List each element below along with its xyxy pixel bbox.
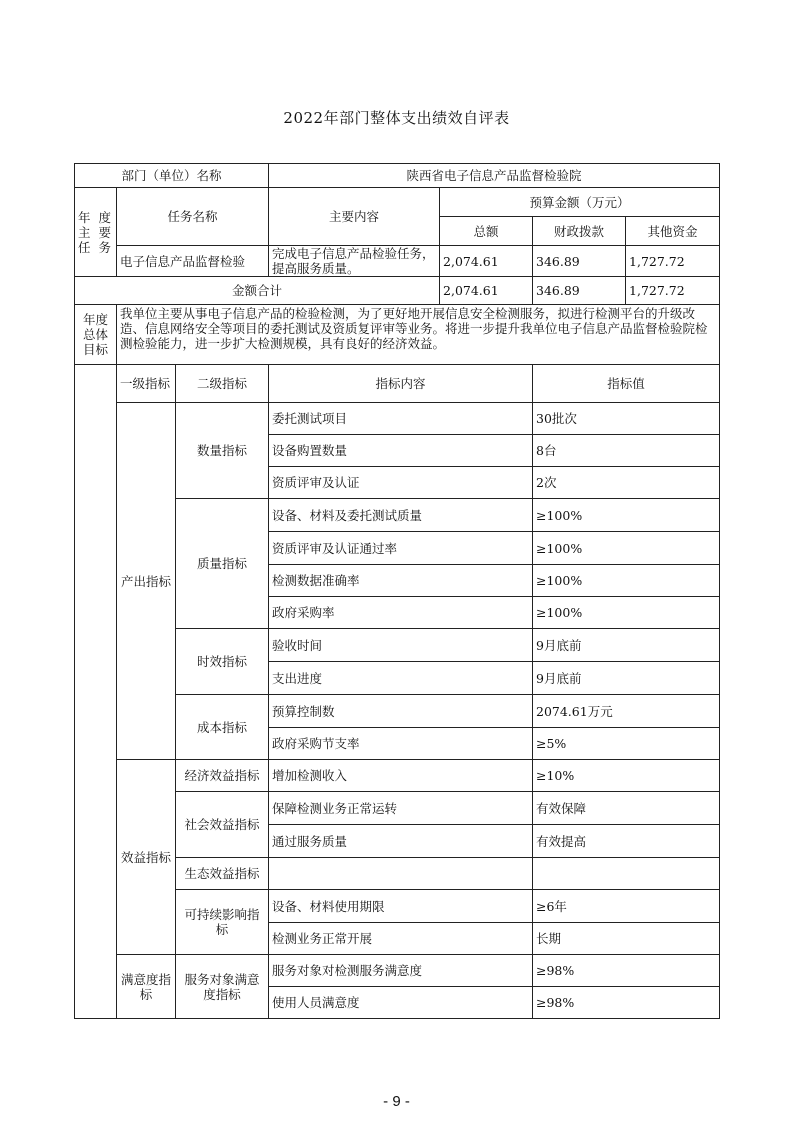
indicator-value: 2074.61万元 [533,695,720,728]
indicator-value: ≥100% [533,499,720,532]
performance-table [74,163,719,1016]
sum-other: 1,727.72 [626,277,720,305]
task-fiscal: 346.89 [533,246,626,277]
indicator-content: 保障检测业务正常运转 [269,792,533,825]
indicator-side-blank [75,365,117,1019]
indicator-content [269,858,533,890]
indicator-value: ≥100% [533,565,720,597]
indicator-content: 增加检测收入 [269,760,533,792]
sum-fiscal: 346.89 [533,277,626,305]
indicator-value: 8台 [533,435,720,467]
indicator-content: 检测数据准确率 [269,565,533,597]
indicator-value: ≥100% [533,532,720,565]
task-name: 电子信息产品监督检验 [117,246,269,277]
indicator-content: 使用人员满意度 [269,987,533,1019]
indicator-value: ≥100% [533,597,720,629]
task-header-row [75,188,720,217]
indicator-content: 政府采购率 [269,597,533,629]
indicator-content: 通过服务质量 [269,825,533,858]
level2-quantity: 数量指标 [176,403,269,499]
goal-text: 我单位主要从事电子信息产品的检验检测，为了更好地开展信息安全检测服务，拟进行检测平台的升级改造、信息网络安全等项目的委托测试及资质复评审等业务。将进一步提升我单位电子信息产品监督检验院检测检验能力，进一步扩大检测规模，具有良好的经济效益。 [117,305,720,365]
indicator-content: 资质评审及认证 [269,467,533,499]
indicator-value: 30批次 [533,403,720,435]
col-other: 其他资金 [626,217,720,246]
page-number: - 9 - [383,1093,410,1110]
indicator-value: 长期 [533,923,720,955]
indicator-value [533,858,720,890]
indicator-content: 预算控制数 [269,695,533,728]
indicator-content: 服务对象对检测服务满意度 [269,955,533,987]
table-row [75,760,720,792]
table-row [75,403,720,435]
level2-service-satisfaction: 服务对象满意度指标 [176,955,269,1019]
level1-satisfaction: 满意度指标 [117,955,176,1019]
indicator-content: 设备、材料使用期限 [269,890,533,923]
table-top [74,163,720,365]
indicator-content: 设备、材料及委托测试质量 [269,499,533,532]
indicator-value: 有效保障 [533,792,720,825]
level2-ecological: 生态效益指标 [176,858,269,890]
task-total: 2,074.61 [440,246,533,277]
task-content: 完成电子信息产品检验任务，提高服务质量。 [269,246,440,277]
indicator-value: ≥5% [533,728,720,760]
indicator-value: 9月底前 [533,662,720,695]
col-level1: 一级指标 [117,365,176,403]
level2-economic: 经济效益指标 [176,760,269,792]
indicator-value: ≥6年 [533,890,720,923]
indicator-value: ≥98% [533,987,720,1019]
col-fiscal: 财政拨款 [533,217,626,246]
col-main-content: 主要内容 [269,188,440,246]
dept-value: 陕西省电子信息产品监督检验院 [269,164,720,188]
col-total: 总额 [440,217,533,246]
col-indicator-content: 指标内容 [269,365,533,403]
dept-label: 部门（单位）名称 [75,164,269,188]
page-title: 2022年部门整体支出绩效自评表 [283,109,510,127]
indicator-content: 验收时间 [269,629,533,662]
level2-social: 社会效益指标 [176,792,269,858]
level2-quality: 质量指标 [176,499,269,629]
indicator-content: 支出进度 [269,662,533,695]
level1-benefit: 效益指标 [117,760,176,955]
indicator-header-row [75,365,720,403]
task-side-label: 年 度 主 要 任 务 [75,188,117,277]
indicator-value: 有效提高 [533,825,720,858]
sum-total: 2,074.61 [440,277,533,305]
indicator-content: 政府采购节支率 [269,728,533,760]
indicator-value: ≥98% [533,955,720,987]
goal-label: 年度 总体 目标 [75,305,117,365]
indicator-content: 资质评审及认证通过率 [269,532,533,565]
col-indicator-value: 指标值 [533,365,720,403]
dept-row [75,164,720,188]
goal-row [75,305,720,365]
table-indicators [74,364,720,1019]
table-row [75,955,720,987]
sum-label: 金额合计 [75,277,440,305]
sum-row [75,277,720,305]
indicator-value: 2次 [533,467,720,499]
col-level2: 二级指标 [176,365,269,403]
task-row [75,246,720,277]
indicator-value: 9月底前 [533,629,720,662]
level2-sustainable: 可持续影响指标 [176,890,269,955]
level2-timeliness: 时效指标 [176,629,269,695]
level1-output: 产出指标 [117,403,176,760]
col-task-name: 任务名称 [117,188,269,246]
task-other: 1,727.72 [626,246,720,277]
indicator-content: 委托测试项目 [269,403,533,435]
indicator-value: ≥10% [533,760,720,792]
indicator-content: 设备购置数量 [269,435,533,467]
level2-cost: 成本指标 [176,695,269,760]
col-budget: 预算金额（万元） [440,188,720,217]
indicator-content: 检测业务正常开展 [269,923,533,955]
